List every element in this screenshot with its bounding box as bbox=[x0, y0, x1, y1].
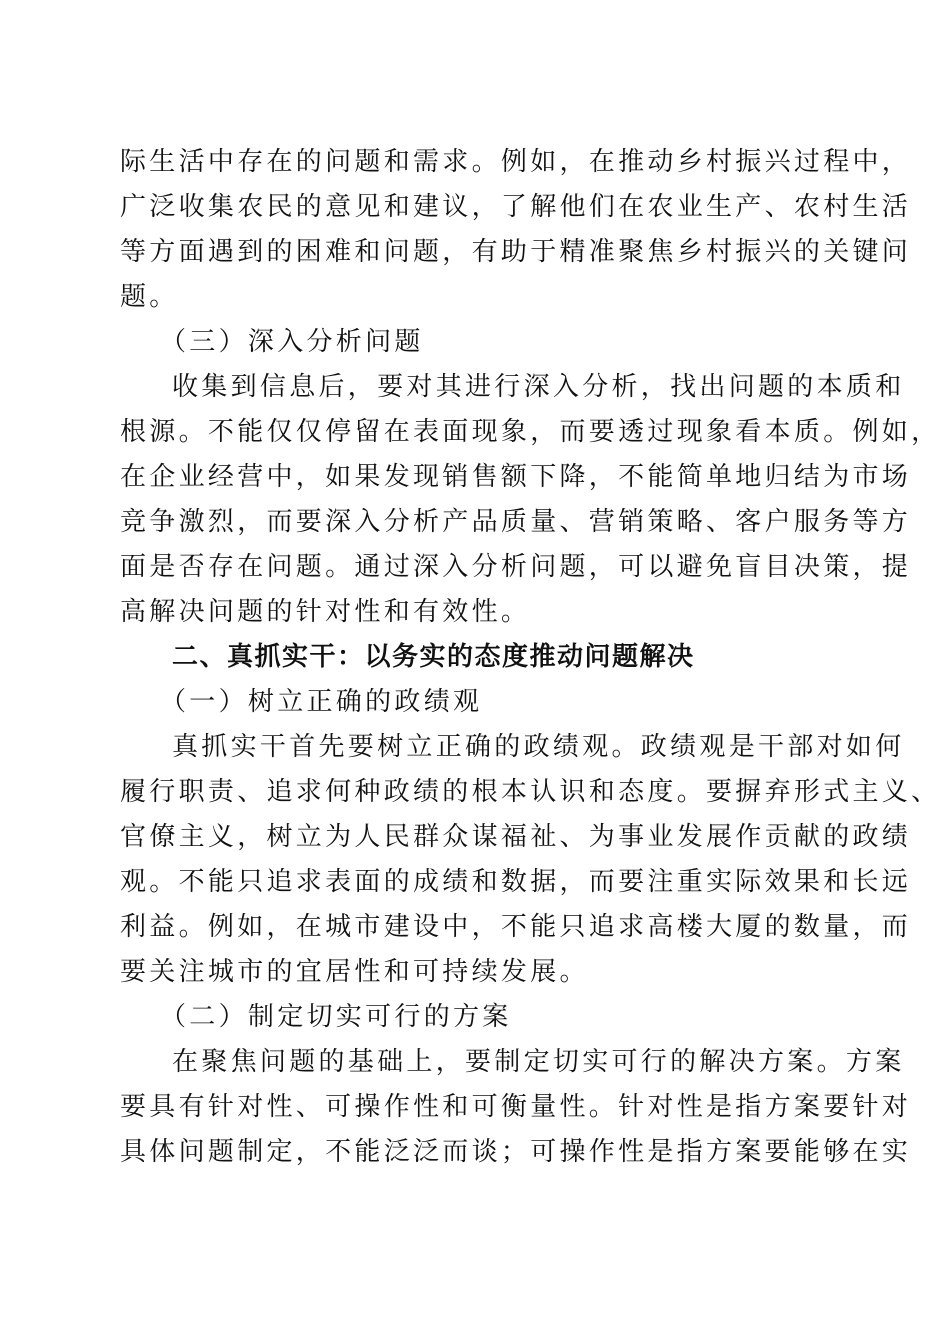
paragraph-line: 收集到信息后，要对其进行深入分析，找出问题的本质和 bbox=[172, 372, 905, 402]
paragraph-line: 观。不能只追求表面的成绩和数据，而要注重实际效果和长远 bbox=[120, 867, 912, 897]
paragraph-line: 要关注城市的宜居性和可持续发展。 bbox=[120, 957, 589, 987]
paragraph-line: 竞争激烈，而要深入分析产品质量、营销策略、客户服务等方 bbox=[120, 507, 912, 537]
paragraph-line: 际生活中存在的问题和需求。例如，在推动乡村振兴过程中， bbox=[120, 147, 912, 177]
section-subheading: （一）树立正确的政绩观 bbox=[160, 687, 483, 717]
paragraph-line: 等方面遇到的困难和问题，有助于精准聚焦乡村振兴的关键问 bbox=[120, 237, 912, 267]
paragraph-line: 根源。不能仅仅停留在表面现象，而要透过现象看本质。例如， bbox=[120, 417, 941, 447]
paragraph-line: 面是否存在问题。通过深入分析问题，可以避免盲目决策，提 bbox=[120, 552, 912, 582]
paragraph-line: 题。 bbox=[120, 282, 179, 312]
paragraph-line: 真抓实干首先要树立正确的政绩观。政绩观是干部对如何 bbox=[172, 732, 905, 762]
paragraph-line: 高解决问题的针对性和有效性。 bbox=[120, 597, 531, 627]
section-subheading: （二）制定切实可行的方案 bbox=[160, 1002, 512, 1032]
section-heading: 二、真抓实干：以务实的态度推动问题解决 bbox=[172, 642, 695, 672]
paragraph-line: 在企业经营中，如果发现销售额下降，不能简单地归结为市场 bbox=[120, 462, 912, 492]
paragraph-line: 广泛收集农民的意见和建议，了解他们在农业生产、农村生活 bbox=[120, 192, 912, 222]
paragraph-line: 利益。例如，在城市建设中，不能只追求高楼大厦的数量，而 bbox=[120, 912, 912, 942]
paragraph-line: 要具有针对性、可操作性和可衡量性。针对性是指方案要针对 bbox=[120, 1092, 912, 1122]
paragraph-line: 官僚主义，树立为人民群众谋福祉、为事业发展作贡献的政绩 bbox=[120, 822, 912, 852]
section-subheading: （三）深入分析问题 bbox=[160, 327, 424, 357]
paragraph-line: 履行职责、追求何种政绩的根本认识和态度。要摒弃形式主义、 bbox=[120, 777, 941, 807]
paragraph-line: 在聚焦问题的基础上，要制定切实可行的解决方案。方案 bbox=[172, 1047, 905, 1077]
paragraph-line: 具体问题制定，不能泛泛而谈；可操作性是指方案要能够在实 bbox=[120, 1137, 912, 1167]
